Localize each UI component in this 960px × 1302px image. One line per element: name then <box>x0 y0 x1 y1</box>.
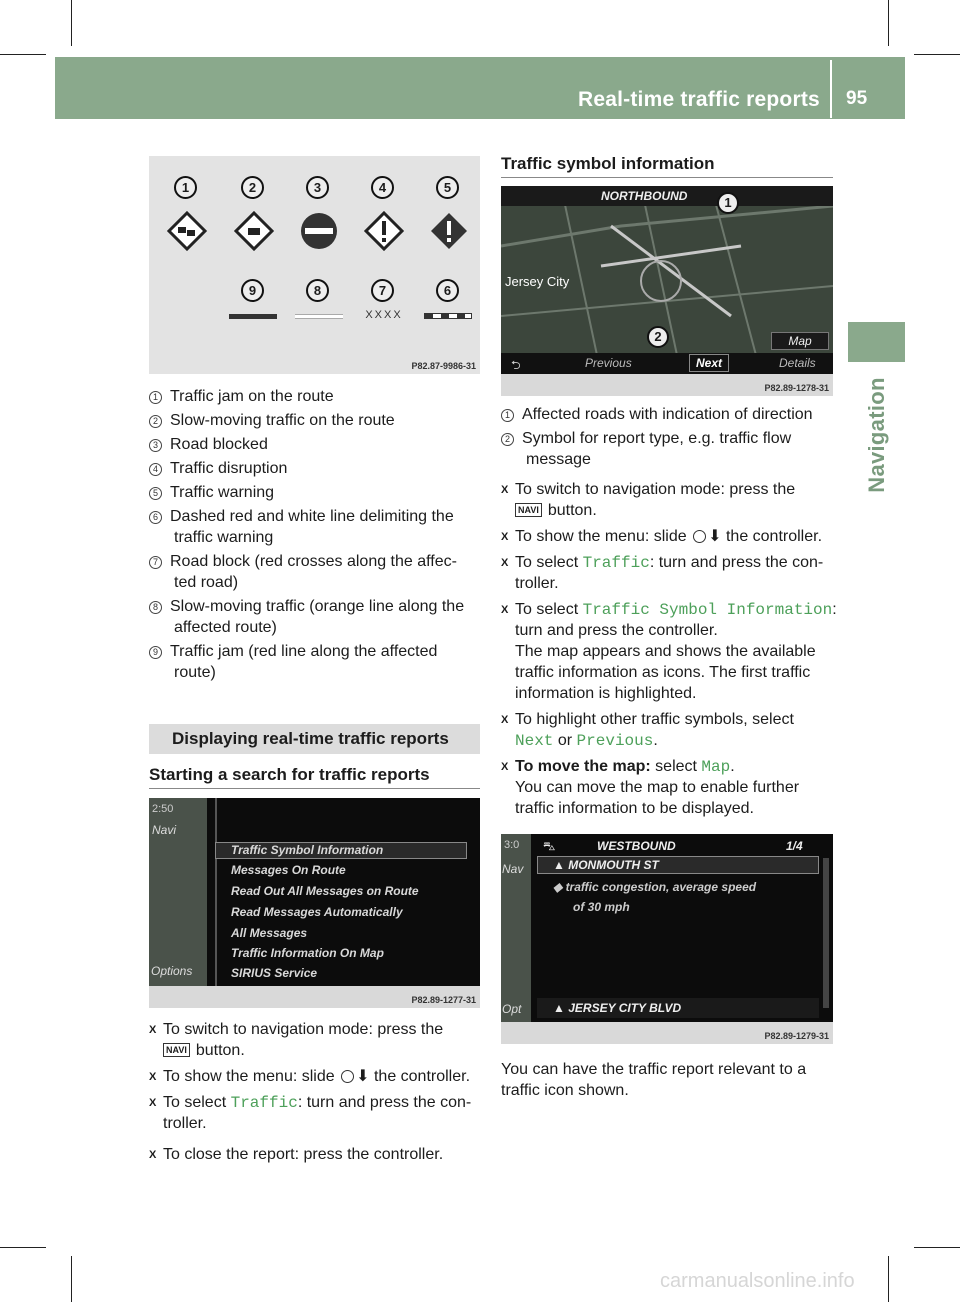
clock: 2:50 <box>152 803 174 815</box>
number-marker: 4 <box>149 463 162 476</box>
crop-mark <box>71 0 72 46</box>
step: X To select Traffic: turn and press the con- <box>149 1094 472 1112</box>
step: X To show the menu: slide ⬇ the controller. <box>501 526 822 548</box>
legend-item: 9 Traffic jam (red line along the affected <box>149 641 437 662</box>
street-row[interactable]: ▲ MONMOUTH ST <box>553 858 659 872</box>
step-arrow-icon: X <box>501 531 509 543</box>
page-number: 95 <box>846 88 868 109</box>
step-arrow-icon: X <box>149 1071 157 1083</box>
map-screen <box>501 186 833 374</box>
map-button[interactable]: Map <box>771 332 829 350</box>
number-marker: 1 <box>501 409 514 422</box>
section-title: Displaying real-time traffic reports <box>172 729 449 748</box>
previous-button[interactable]: Previous <box>585 356 632 370</box>
navi-label: Navi <box>152 823 177 837</box>
legend-item: message <box>526 451 591 468</box>
crop-mark <box>888 1256 889 1302</box>
step: X To switch to navigation mode: press the <box>149 1019 443 1041</box>
traffic-symbols-figure <box>149 156 480 374</box>
details-button[interactable]: Details <box>779 356 816 370</box>
traffic-menu-figure <box>149 798 480 1008</box>
header-divider <box>830 60 832 118</box>
step-arrow-icon: X <box>501 714 509 726</box>
crop-mark <box>0 1247 46 1248</box>
legend-item: 5 Traffic warning <box>149 482 274 503</box>
callout-8: 8 <box>306 279 329 302</box>
callout-7: 7 <box>371 279 394 302</box>
navi-key-icon: NAVI <box>515 503 542 517</box>
number-marker: 5 <box>149 487 162 500</box>
options-button[interactable]: Options <box>151 964 193 978</box>
closing-text: You can have the traffic report relevant to a <box>501 1061 807 1078</box>
number-marker: 2 <box>501 433 514 446</box>
traffic-jam-icon <box>167 211 207 251</box>
step-arrow-icon: X <box>501 557 509 569</box>
crop-mark <box>914 54 960 55</box>
map-marker-1[interactable]: 1 <box>717 192 739 214</box>
scrollbar[interactable] <box>823 858 829 1008</box>
divider <box>149 788 480 789</box>
side-tab <box>848 322 905 362</box>
slow-traffic-line <box>295 314 343 319</box>
road-blocked-icon <box>299 211 339 251</box>
traffic-message: ◆ traffic congestion, average speed <box>553 880 757 894</box>
slow-traffic-icon <box>234 211 274 251</box>
number-marker: 1 <box>149 391 162 404</box>
street-row[interactable]: ▲ JERSEY CITY BLVD <box>553 1001 682 1015</box>
menu-item-all-messages[interactable]: All Messages <box>231 926 308 940</box>
figure-code: P82.89-1277-31 <box>411 995 476 1005</box>
crop-mark <box>71 1256 72 1302</box>
step-arrow-icon: X <box>149 1097 157 1109</box>
legend-item: 2 Slow-moving traffic on the route <box>149 410 395 431</box>
step: X To switch to navigation mode: press the <box>501 479 795 501</box>
closing-text: traffic icon shown. <box>501 1082 629 1099</box>
map-marker-2[interactable]: 2 <box>647 326 669 348</box>
step-arrow-icon: X <box>501 761 509 773</box>
side-tab-label: Navigation <box>864 377 889 493</box>
legend-item: 7 Road block (red crosses along the affec- <box>149 551 457 572</box>
traffic-jam-line <box>229 314 277 319</box>
menu-item-read-out-all[interactable]: Read Out All Messages on Route <box>231 884 419 898</box>
legend-item: 1 Affected roads with indication of direction <box>501 404 813 425</box>
page-indicator: 1/4 <box>786 839 803 853</box>
dashed-warning-line <box>424 313 472 319</box>
crop-mark <box>888 0 889 46</box>
number-marker: 6 <box>149 511 162 524</box>
menu-item-read-automatically[interactable]: Read Messages Automatically <box>231 905 403 919</box>
legend-item: 1 Traffic jam on the route <box>149 386 334 407</box>
legend-item: ted road) <box>174 574 239 591</box>
number-marker: 2 <box>149 415 162 428</box>
traffic-message-cont: of 30 mph <box>573 900 630 914</box>
road-block-crosses: XXXX <box>365 309 403 321</box>
header-title: Real-time traffic reports <box>578 88 820 111</box>
number-marker: 9 <box>149 646 162 659</box>
step: X To highlight other traffic symbols, select <box>501 709 794 731</box>
right-title: Traffic symbol information <box>501 154 715 173</box>
legend-item: affected route) <box>174 619 277 636</box>
clock: 3:0 <box>504 839 520 851</box>
step: X To move the map: select Map. <box>501 758 735 776</box>
legend-item: 3 Road blocked <box>149 434 268 455</box>
traffic-report-figure <box>501 834 833 1044</box>
report-screen <box>501 834 833 1022</box>
watermark: carmanualsonline.info <box>660 1270 855 1292</box>
menu-item-traffic-on-map[interactable]: Traffic Information On Map <box>231 946 384 960</box>
navi-key-icon: NAVI <box>163 1043 190 1057</box>
step-arrow-icon: X <box>149 1024 157 1036</box>
direction-heading: WESTBOUND <box>597 839 676 853</box>
navi-screen <box>149 798 480 986</box>
subsection-title: Starting a search for traffic reports <box>149 765 430 784</box>
direction-heading: NORTHBOUND <box>601 189 688 203</box>
divider <box>501 177 833 178</box>
legend-item: traffic warning <box>174 529 274 546</box>
callout-6: 6 <box>436 279 459 302</box>
legend-item: 2 Symbol for report type, e.g. traffic flow <box>501 428 791 449</box>
traffic-disruption-icon <box>364 211 404 251</box>
menu-item-sirius-service[interactable]: SIRIUS Service <box>231 966 318 980</box>
menu-item-traffic-symbol-information[interactable]: Traffic Symbol Information <box>231 843 384 857</box>
traffic-icon: ⛍ <box>543 839 556 853</box>
figure-code: P82.87-9986-31 <box>411 361 476 371</box>
step: X To select Traffic: turn and press the con- <box>501 554 824 572</box>
traffic-map-figure <box>501 186 833 396</box>
step-arrow-icon: X <box>501 484 509 496</box>
figure-code: P82.89-1279-31 <box>764 1031 829 1041</box>
next-button[interactable]: Next <box>689 354 729 372</box>
step: X To show the menu: slide ⬇ the controller. <box>149 1066 470 1088</box>
city-label: Jersey City <box>505 274 570 289</box>
step: X To select Traffic Symbol Information: <box>501 601 837 619</box>
nav-label: Nav <box>502 862 524 876</box>
number-marker: 7 <box>149 556 162 569</box>
callout-5: 5 <box>436 176 459 199</box>
callout-3: 3 <box>306 176 329 199</box>
callout-9: 9 <box>241 279 264 302</box>
crop-mark <box>0 54 46 55</box>
number-marker: 3 <box>149 439 162 452</box>
back-icon[interactable]: ⮌ <box>511 358 521 372</box>
callout-4: 4 <box>371 176 394 199</box>
step-arrow-icon: X <box>149 1149 157 1161</box>
controller-icon <box>341 1070 354 1083</box>
controller-icon <box>693 530 706 543</box>
traffic-warning-icon <box>429 211 469 251</box>
crop-mark <box>914 1247 960 1248</box>
menu-item-messages-on-route[interactable]: Messages On Route <box>231 863 346 877</box>
step-arrow-icon: X <box>501 604 509 616</box>
figure-code: P82.89-1278-31 <box>764 383 829 393</box>
legend-item: 6 Dashed red and white line delimiting the <box>149 506 454 527</box>
legend-item: 8 Slow-moving traffic (orange line along the <box>149 596 464 617</box>
options-button[interactable]: Opt <box>502 1002 522 1016</box>
callout-2: 2 <box>241 176 264 199</box>
legend-item: route) <box>174 664 216 681</box>
number-marker: 8 <box>149 601 162 614</box>
step: X To close the report: press the controller. <box>149 1144 443 1166</box>
callout-1: 1 <box>174 176 197 199</box>
legend-item: 4 Traffic disruption <box>149 458 287 479</box>
